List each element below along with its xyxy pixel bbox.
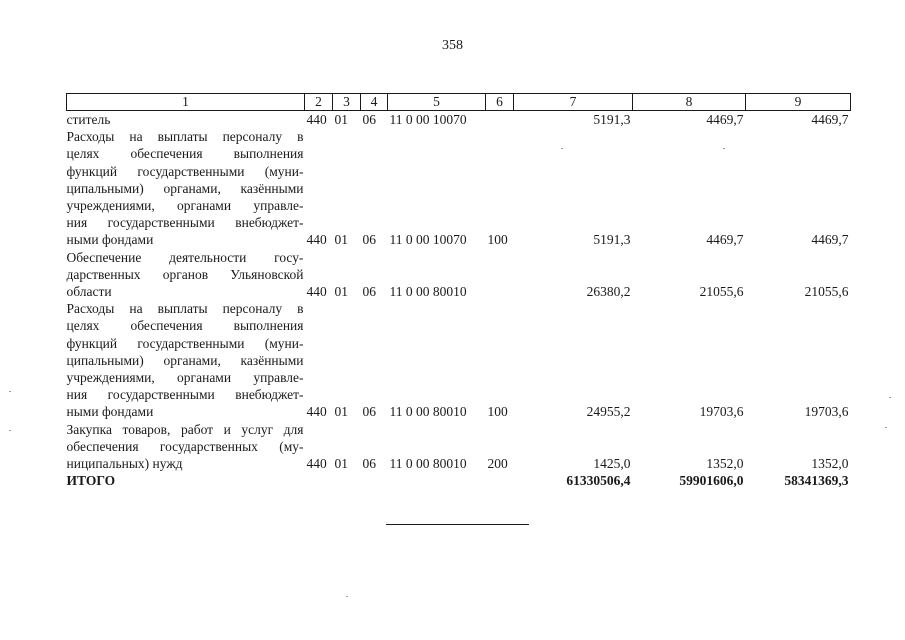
row-name-line: ципальными) органами, казёнными (66, 352, 304, 368)
row-name-line: целях обеспечения выполнения (66, 146, 304, 162)
cell-c3: 01 (334, 112, 348, 127)
scan-speck (723, 148, 725, 149)
cell-c6: 100 (487, 232, 508, 248)
table-header (67, 94, 851, 111)
cell-c5: 11 0 00 80010 (389, 456, 467, 472)
row-name-line: области (66, 284, 112, 300)
row-name-line: ными фондами (66, 232, 154, 248)
cell-c6 (486, 111, 514, 129)
header-col-2: 2 (305, 94, 333, 111)
row-name-line: ципальными) органами, казёнными (66, 180, 304, 196)
row-name-line: Закупка товаров, работ и услуг для (66, 421, 304, 437)
cell-c4: 06 (362, 232, 376, 248)
row-name (67, 300, 305, 420)
cell-c4: 06 (362, 404, 376, 420)
cell-c2: 440 (306, 284, 327, 300)
cell-c8: 1352,0 (706, 456, 744, 472)
total-col-8: 59901606,0 (679, 473, 744, 489)
scan-speck (346, 596, 348, 597)
total-col-7: 61330506,4 (566, 473, 631, 489)
cell-c7: 1425,0 (593, 456, 631, 472)
table-row (67, 300, 851, 420)
header-col-9: 9 (746, 94, 851, 111)
cell-c3: 01 (334, 232, 348, 248)
table-row (67, 249, 851, 301)
row-name-line: учреждениями, органами управле- (66, 370, 304, 386)
header-col-4: 4 (361, 94, 388, 111)
footer-rule (386, 524, 529, 525)
cell-c4: 06 (362, 284, 376, 300)
cell-c6: 100 (487, 404, 508, 420)
row-name-line: функций государственными (муни- (66, 335, 304, 351)
cell-c2: 440 (306, 232, 327, 248)
row-name-line: Обеспечение деятельности госу- (66, 249, 304, 265)
cell-c8: 4469,7 (706, 112, 744, 127)
cell-c7: 5191,3 (593, 232, 631, 248)
table-row (67, 421, 851, 473)
cell-c5: 11 0 00 10070 (389, 112, 467, 127)
header-col-6: 6 (486, 94, 514, 111)
row-name-line: ными фондами (66, 404, 154, 420)
cell-c8: 21055,6 (699, 284, 744, 300)
header-col-8: 8 (633, 94, 746, 111)
cell-c2: 440 (306, 404, 327, 420)
total-col-9: 58341369,3 (784, 473, 849, 489)
cell-c9: 4469,7 (811, 232, 849, 248)
cell-c9: 21055,6 (804, 284, 849, 300)
row-name (67, 249, 305, 301)
header-col-5: 5 (388, 94, 486, 111)
cell-c7: 5191,3 (593, 112, 631, 127)
header-col-1: 1 (67, 94, 305, 111)
row-name-line: обеспечения государственных (му- (66, 438, 304, 454)
cell-c5: 11 0 00 80010 (389, 284, 467, 300)
row-name-line: Расходы на выплаты персоналу в (66, 129, 304, 145)
cell-c5: 11 0 00 10070 (389, 232, 467, 248)
cell-c8: 19703,6 (699, 404, 744, 420)
scan-speck (9, 430, 11, 431)
row-name (67, 421, 305, 473)
row-name-line: целях обеспечения выполнения (66, 318, 304, 334)
scan-speck (885, 427, 887, 428)
scan-speck (889, 397, 891, 398)
cell-c9: 19703,6 (804, 404, 849, 420)
row-name-line: ниципальных) нужд (66, 456, 183, 472)
row-name-line: Расходы на выплаты персоналу в (66, 301, 304, 317)
table-row (67, 128, 851, 248)
cell-c7: 24955,2 (586, 404, 631, 420)
row-name-line: ния государственными внебюджет- (66, 387, 304, 403)
cell-c3: 01 (334, 284, 348, 300)
total-label: ИТОГО (66, 473, 116, 489)
cell-c8: 4469,7 (706, 232, 744, 248)
page-number: 358 (442, 38, 463, 53)
table-row (67, 111, 851, 129)
cell-c6 (486, 249, 514, 301)
row-name (67, 128, 305, 248)
row-name-line: дарственных органов Ульяновской (66, 266, 304, 282)
cell-c7: 26380,2 (586, 284, 631, 300)
cell-c5: 11 0 00 80010 (389, 404, 467, 420)
scan-speck (9, 391, 11, 392)
cell-c4: 06 (362, 112, 376, 127)
cell-c9: 4469,7 (811, 112, 849, 127)
cell-c9: 1352,0 (811, 456, 849, 472)
row-name-line: ститель (66, 112, 111, 127)
row-name-line: учреждениями, органами управле- (66, 198, 304, 214)
scan-speck (561, 148, 563, 149)
table-total (67, 472, 851, 489)
cell-c2: 440 (306, 456, 327, 472)
cell-c3: 01 (334, 404, 348, 420)
cell-c4: 06 (362, 456, 376, 472)
header-col-3: 3 (333, 94, 361, 111)
header-row (67, 94, 851, 111)
table-body (67, 111, 851, 473)
row-name-line: функций государственными (муни- (66, 163, 304, 179)
header-col-7: 7 (514, 94, 633, 111)
budget-table (66, 93, 851, 489)
cell-c3: 01 (334, 456, 348, 472)
cell-c2: 440 (306, 112, 327, 127)
row-name (67, 111, 305, 129)
total-row (67, 472, 851, 489)
row-name-line: ния государственными внебюджет- (66, 215, 304, 231)
cell-c6: 200 (487, 456, 508, 472)
